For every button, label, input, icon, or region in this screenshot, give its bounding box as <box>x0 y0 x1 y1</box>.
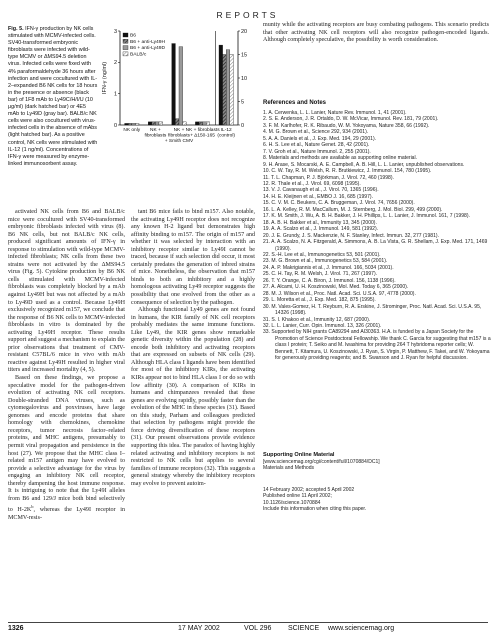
reference-item: 15. C. V. M. C. Beukers, C. A. Bruggeman, J. Virol. 74, 7656 (2000). <box>263 200 415 207</box>
x-tick-label: IL-12 <box>220 128 232 133</box>
ifn-gamma-bar-chart <box>100 25 256 155</box>
x-tick-label: + Smith CMV <box>164 139 194 145</box>
reference-item: 7. V. Groh et al., Nature Immunol. 2, 255 (2001). <box>263 148 371 155</box>
som-item: Materials and Methods <box>263 465 315 472</box>
bar <box>223 55 227 126</box>
bar <box>135 123 139 125</box>
reference-item: 30. M. Vales-Gomez, H. T. Reyburn, R. A. Erskine, J. Strominger, Proc. Natl. Acad. Sci. U.S.A. 95, 14326 (1998). <box>263 303 482 317</box>
legend-swatch <box>123 52 128 56</box>
reference-item: 18. A. B. H. Bakker et al., Immunity 13, 345 (2000). <box>263 219 377 226</box>
reference-item: 20. J. E. Grundy, J. S. Mackenzie, N. F. Stanley, Infect. Immun. 32, 277 (1981). <box>263 232 439 239</box>
publication-dates <box>263 487 491 513</box>
reference-item: 9. H. Arase, S. Mocarski, A. E. Campbell, A. B. Hill, L. L. Lanier, unpublished observations. <box>263 161 465 168</box>
bar <box>155 122 159 125</box>
superscript: b <box>31 504 34 510</box>
x-tick-label: NK + <box>149 128 161 133</box>
paragraph: munity while the activating receptors are busy combating pathogens. This scenario predicts that other activating NK cell receptors will also recognize pathogen-encoded ligands. Although completely speculative, the possibility is worth consideration. <box>263 22 489 44</box>
bar <box>203 122 207 125</box>
references-list <box>263 110 491 362</box>
y-tick-label-right: 15 <box>241 52 248 59</box>
som-link[interactable]: [www.sciencemag.org/cgi/content/full/1070884/DC1] <box>263 459 380 465</box>
y-tick-label-right: 20 <box>241 28 248 35</box>
legend-label: B6 <box>130 33 136 39</box>
paragraph-text: Based on these findings, we propose a speculative model for the pathogen-driven evolution of activating NK cell receptors. Double-stranded DNA viruses, such as cytomegalovirus and poxviruses, have large genomes and encode proteins that share homology with chemokines, chemokine receptors, tumor necrosis factor–related proteins, and MHC antigens, presumably to permit viral propagation and persistence in the host (27). We propose that the MHC class I–related m157 antigen may have evolved to provide a selective advantage for the virus by engaging an inhibitory NK cell receptor, thereby dampening the host immune response. It is intriguing to note that the Ly49I alleles from B6 and 129/J mice both bind selectively to H-2K <box>8 375 125 514</box>
legend-label: B6 + anti-Ly49D <box>130 46 166 52</box>
reference-item: 13. V. J. Cavanaugh et al., J. Virol. 70, 1365 (1996). <box>263 187 379 194</box>
x-tick-label: fibroblasts <box>168 133 190 139</box>
x-tick-label: + Δ150-165 <box>190 133 215 139</box>
issue-date: 17 MAY 2002 <box>178 625 220 632</box>
bar <box>125 123 129 125</box>
bar <box>179 47 183 125</box>
y-axis-label: IFN-γ (ng/ml) <box>102 61 108 95</box>
reference-item: 8. Materials and methods are available as supporting online material. <box>263 155 418 162</box>
reference-item: 17. K. M. Smith, J. Wu, A. B. H. Bakker, J. H. Phillips, L. L. Lanier, J. Immunol. 161, 7 (1998). <box>263 213 470 220</box>
bar <box>172 44 176 125</box>
bar <box>175 119 179 125</box>
reference-item: 22. S.-H. Lee et al., Immunogenetics 53, 501 (2001). <box>263 251 381 258</box>
reference-item: 6. H. S. Lee et al., Nature Genet. 28, 42 (2001). <box>263 142 370 149</box>
reference-item: 27. A. Alcami, U. H. Koszinowski, Mol. Med. Today 6, 365 (2000). <box>263 284 409 291</box>
bar <box>195 122 199 125</box>
date-line: 14 February 2002; accepted 5 April 2002 <box>263 487 355 493</box>
legend-swatch <box>123 46 128 50</box>
reference-item: 16. L. A. Kelley, R. M. MacCallum, M. J. Sternberg, J. Mol. Biol. 299, 499 (2000). <box>263 206 443 213</box>
page-number: 1326 <box>8 625 24 632</box>
reference-item: 32. L. L. Lanier, Curr. Opin. Immunol. 13, 326 (2001). <box>263 322 382 329</box>
reference-item: 5. A. A. Daniels et al., J. Exp. Med. 194, 29 (2001). <box>263 135 377 142</box>
paragraph: tant B6 mice fails to bind m157. Also notable, the activating Ly49H receptor does not recognize any known H-2 ligand but demonstrates high affinity binding to m157. The origin of m157 and whether it was selected by interaction with an inhibitory receptor similar to Ly49I cannot be traced, because if such selection did occur, it most certainly predates the generation of inbred strains of mice. Nonetheless, the observation that m157 binds to both an inhibitory and a highly homologous activating Ly49 receptor suggests the possibility that one evolved from the other as a consequence of selection by the pathogen. <box>131 209 255 306</box>
reference-item: 14. H. E. Kleijnen et al., EMBO J. 16, 685 (1997). <box>263 193 373 200</box>
reference-item: 2. S. E. Anderson, J. R. Ortaldo, D. W. McVicar, Immunol. Rev. 181, 79 (2001). <box>263 116 439 123</box>
reference-item: 29. L. Moretta et al., J. Exp. Med. 182, 875 (1995). <box>263 297 376 304</box>
bar <box>206 122 210 125</box>
bar <box>152 122 156 125</box>
reference-item: 3. F. M. Karlhofer, R. K. Ribaudo, W. M. Yokoyama, Nature 358, 66 (1992). <box>263 122 430 129</box>
bar <box>183 122 187 125</box>
reference-item: 19. A. A. Scalzo et al., J. Immunol. 149, 581 (1992). <box>263 226 379 233</box>
reference-item: 26. T. Y. Orange, C. A. Biron, J. Immunol. 156, 1138 (1996). <box>263 277 396 284</box>
volume: VOL 296 <box>244 625 272 632</box>
y-tick-label-right: 5 <box>241 99 245 106</box>
reference-item: 10. C. W. Tay, R. M. Welsh, R. R. Brutkiewicz, J. Immunol. 154, 780 (1995). <box>263 168 432 175</box>
y-tick-label-right: 0 <box>241 122 245 129</box>
reference-item: 24. A. P. Makrigiannis et al., J. Immunol. 166, 5034 (2001). <box>263 264 394 271</box>
reference-item: 31. S. I. Khakoo et al., Immunity 12, 687 (2000). <box>263 316 371 323</box>
reference-item: 11. T. L. Chapman, P. J. Björkman, J. Virol. 72, 460 (1998). <box>263 174 394 181</box>
bar <box>226 50 230 125</box>
section-header: REPORTS <box>216 10 279 20</box>
legend-label: B6 + anti-Ly49H <box>130 39 166 45</box>
chart-svg <box>100 25 256 155</box>
figure-caption <box>8 26 98 168</box>
som-title: Supporting Online Material <box>263 452 335 458</box>
bar <box>159 122 163 125</box>
reference-item: 25. C. H. Tay, R. M. Welsh, J. Virol. 71, 267 (1997). <box>263 271 378 278</box>
journal-name: SCIENCE <box>288 625 320 632</box>
paragraph: activated NK cells from B6 and BALB/c mice were cocultured with SV40-transformed embryonic fibroblasts infected with virus (8). B6 NK cells, but not BALB/c NK cells, produced significant amounts of IFN-γ in response to stimulation with wild-type MCMV-infected fibroblasts; NK cells from these two strains were not activated by the ΔMS94.5 virus (Fig. 5). Cytokine production by B6 NK cells stimulated with MCMV-infected fibroblasts was completely blocked by a mAb against Ly49H but was not affected by a mAb to Ly49D used as a control. Because Ly49H exclusively recognized m157, we conclude that the response of B6 NK cells to MCMV-infected fibroblasts in vitro is dominated by the activating Ly49H receptor. These results support and suggest a mechanism to explain the prior observations that treatment of CMV-resistant C57BL/6 mice in vivo with mAb reactive against Ly49H resulted in higher viral titers and increased mortality (4, 5). <box>8 209 125 374</box>
page-footer <box>8 622 488 633</box>
paragraph: Although functional Ly49 genes are not found in humans, the KIR family of NK cell receptors probably mediates the same immune functions. Like Ly49, the KIR genes show remarkable genetic diversity within the population (28) and encode both inhibitory and activating receptors that are expressed on subsets of NK cells (29). Although HLA class I ligands have been identified for most of the inhibitory KIRs, the activating KIRs appear not to bind HLA class I or do so with low affinity (30). A comparison of KIRs in humans and chimpanzees revealed that these genes are evolving rapidly, possibly faster than the evolution of the MHC in these species (31). Based on this study, Parham and colleagues predicted that selection by pathogens might provide the force driving diversification of these receptors (31). Our present observations provide evidence supporting this idea. The paradox of having highly related activating and inhibitory receptors is not restricted to NK cells but applies to several families of immune receptors (32). This suggests a general strategy whereby the inhibitory receptors may evolve to prevent autoim- <box>131 307 255 487</box>
reference-item: 23. M. G. Brown et al., Immunogenetics 53, 584 (2001). <box>263 258 388 265</box>
bar <box>219 45 223 125</box>
references-title: References and Notes <box>263 100 327 106</box>
paragraph <box>8 375 125 522</box>
doi-line: 10.1126/science.1070884 <box>263 499 321 506</box>
x-tick-label: NK + <box>173 128 185 133</box>
reference-item: 28. M. J. Wilson et al., Proc. Natl. Acad. Sci. U.S.A. 97, 4778 (2000). <box>263 290 416 297</box>
x-tick-label: (control) <box>217 133 235 139</box>
x-tick-label: NK + fibroblasts <box>185 128 220 133</box>
body-column-2 <box>131 209 255 488</box>
paragraph-text: , whereas the Ly49I receptor in MCMV-resis- <box>8 507 125 521</box>
reference-item: 21. A. A. Scalzo, N. A. Fitzgerald, A. Simmons, A. B. La Vista, G. R. Shellam, J. Exp. Med. 171, 1469 (1990). <box>263 239 488 252</box>
x-tick-label: NK only <box>123 128 141 133</box>
date-line: Published online 11 April 2002; <box>263 493 332 500</box>
body-column-1 <box>8 209 125 522</box>
legend-swatch <box>123 33 128 37</box>
reference-item: 12. R. Thale et al., J. Virol. 69, 6098 (1995). <box>263 180 361 187</box>
journal-url[interactable]: www.sciencemag.org <box>328 625 395 632</box>
reference-item: 1. A. Cerwenka, L. L. Lanier, Nature Rev. Immunol. 1, 41 (2001). <box>263 110 407 116</box>
bar <box>132 123 136 125</box>
x-tick-label: fibroblasts <box>144 133 167 139</box>
y-tick-label: 3 <box>113 28 117 35</box>
reference-item: 4. M. G. Brown et al., Science 292, 934 (2001). <box>263 129 369 136</box>
bar <box>199 122 203 125</box>
figure-caption-text: IFN-γ production by NK cells stimulated with MCMV-infected cells. SV40-transformed embryonic fibroblasts were infected with wild-type MCMV or ΔMS94.5 deletion virus. Infected cells were fixed with 4% paraformaldehyde 36 hours after infection and were cocultured with IL-2–expanded B6 NK cells for 18 hours in the presence or absence (black bar) of 1F8 mAb to Ly49C/H/I/U (10 μg/ml) (dark hatched bar) or 4E5 mAb to Ly49D (gray bar). BALB/c NK cells were also cocultured with virus-infected cells in the absence of mAbs (light hatched bar). As a positive control, NK cells were stimulated with IL-12 (1 ng/ml). Concentrations of IFN-γ were measured by enzyme-linked immunosorbent assay. <box>8 26 98 167</box>
y-tick-label: 0 <box>113 122 117 129</box>
y-tick-label: 2 <box>113 60 117 67</box>
bar <box>230 55 234 126</box>
figure-label: Fig. 5. <box>8 26 24 32</box>
reference-item: 33. Supported by NIH grants CA89294 and AI30363. H.A. is funded by a Japan Society for the Promotion of Science Postdoctoral Fellowship. We thank C. Garcia for suggesting that m157 is a class I protein; T. Seiko and M. Iwashima for providing 264 T hybridoma reporter cells; W. Bennett, T. Kitamura, U. Koszinowski, J. Ryan, S. Virgin, P. Matthew, F. Takei, and W. Yokoyama for generously providing reagents; and B. Swanson and J. Ryan for helpful discussion. <box>263 329 491 362</box>
bar <box>148 122 152 125</box>
y-tick-label: 1 <box>113 91 117 98</box>
bar <box>128 123 132 125</box>
body-column-3 <box>263 22 489 45</box>
citation-note: Include this information when citing this paper. <box>263 506 367 513</box>
legend-label: BALB/c <box>130 52 147 58</box>
y-tick-label-right: 10 <box>241 75 248 82</box>
som-lines <box>263 459 491 472</box>
legend-swatch <box>123 39 128 43</box>
